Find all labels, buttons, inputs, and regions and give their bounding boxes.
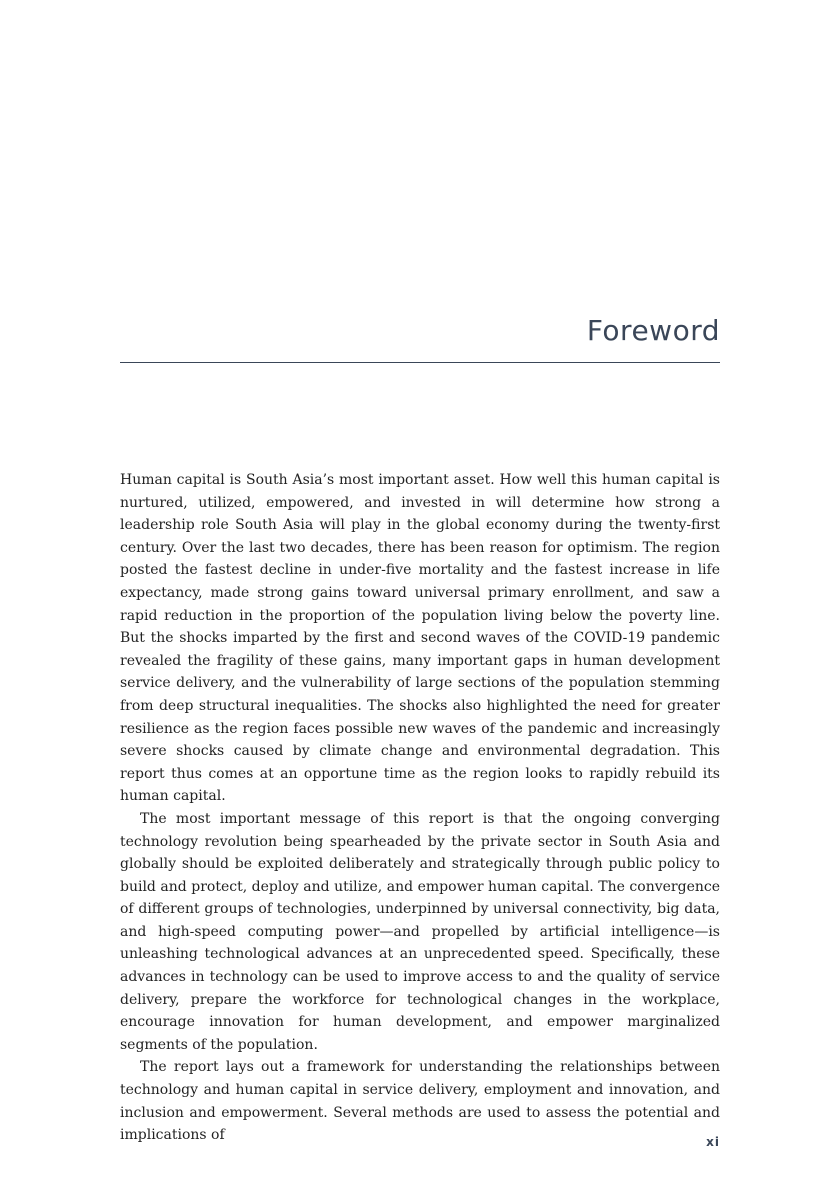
paragraph-2: The most important message of this report is that the ongoing converging technology revolution being spearheaded by the private sector in South Asia and globally should be exploited deliberately and strategically through public policy to build and protect, deploy and utilize, and empower human capital. The convergence of different groups of technologies, underpinned by universal connectivity, big data, and high-speed computing power—and propelled by artificial intelligence—is unleashing technological advances at an unprecedented speed. Specifically, these advances in technology can be used to improve access to and the quality of service delivery, prepare the workforce for technological changes in the workplace, encourage innovation for human development, and empower marginalized segments of the population. <box>120 810 720 1053</box>
paragraph-3: The report lays out a framework for understanding the relationships between technology and human capital in service delivery, employment and innovation, and inclusion and empowerment. Several methods are used to assess the potential and implications of <box>120 1059 720 1144</box>
page-title: Foreword <box>586 314 720 347</box>
paragraph-1: Human capital is South Asia’s most important asset. How well this human capital is nurtured, utilized, empowered, and invested in will determine how strong a leadership role South Asia will play in the global economy during the twenty-first century. Over the last two decades, there has been reason for optimism. The region posted the fastest decline in under-five mortality and the fastest increase in life expectancy, made strong gains toward universal primary enrollment, and saw a rapid reduction in the proportion of the population living below the poverty line. But the shocks imparted by the first and second waves of the COVID-19 pandemic revealed the fragility of these gains, many important gaps in human development service delivery, and the vulnerability of large sections of the population stemming from deep structural inequalities. The shocks also highlighted the need for greater resilience as the region faces possible new waves of the pandemic and increasingly severe shocks caused by climate change and environmental degradation. This report thus comes at an opportune time as the region looks to rapidly rebuild its human capital. <box>120 472 720 805</box>
title-divider <box>120 362 720 363</box>
body-text <box>120 469 720 1147</box>
page-number: xi <box>706 1135 720 1149</box>
